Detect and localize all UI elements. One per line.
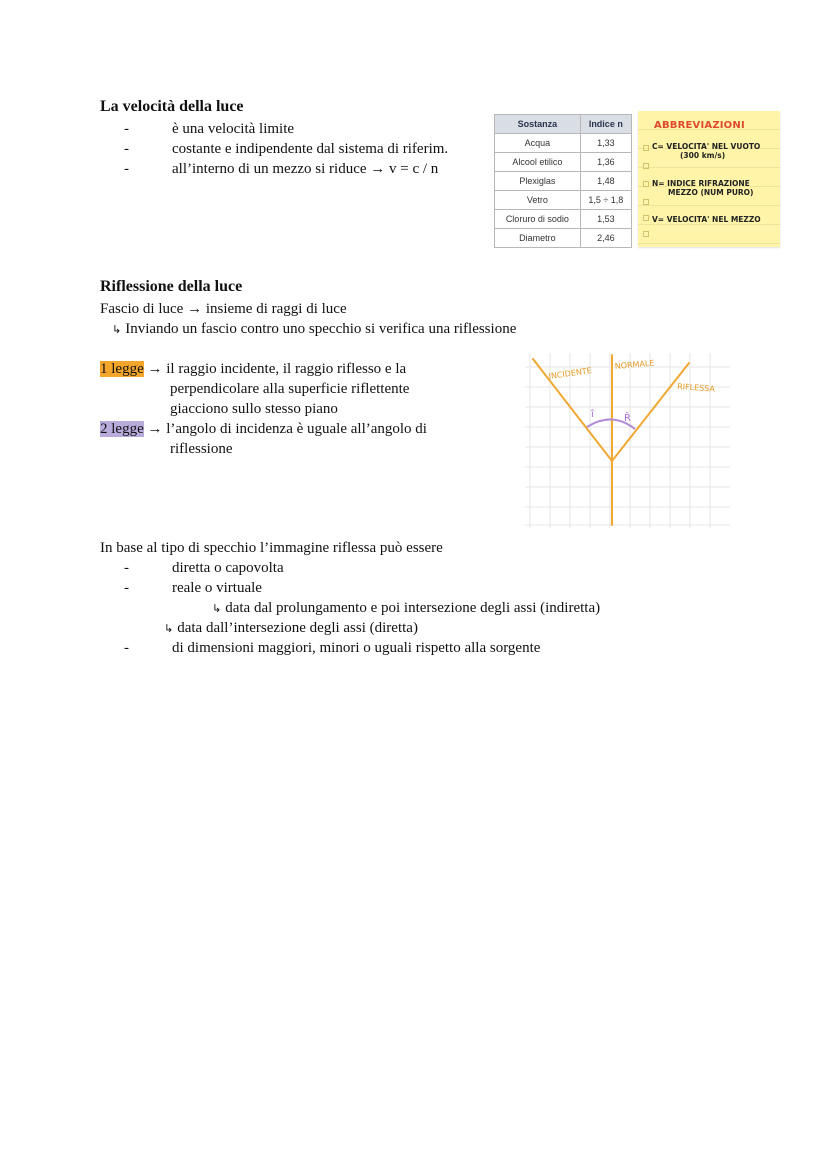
- law-1-line-3: giacciono sullo stesso piano: [170, 401, 338, 417]
- note-line-n: N= INDICE RIFRAZIONE: [652, 179, 750, 188]
- table-cell: 1,33: [580, 134, 631, 153]
- sub-item-text: data dall’intersezione degli assi (diretta): [177, 620, 418, 636]
- table-row: [495, 153, 632, 172]
- note-line-c-value: (300 km/s): [680, 151, 726, 160]
- checkbox-icon: [643, 145, 649, 151]
- table-cell: Alcool etilico: [495, 153, 581, 172]
- bullet-item: - di dimensioni maggiori, minori o uguali rispetto alla sorgente: [124, 640, 541, 656]
- sub-item: [212, 598, 600, 619]
- label-riflessa: RIFLESSA: [676, 382, 716, 394]
- bullet-text: è una velocità limite: [172, 121, 295, 137]
- bullet-text: di dimensioni maggiori, minori o uguali rispetto alla sorgente: [172, 640, 541, 656]
- section-title-riflessione: Riflessione della luce: [100, 278, 243, 295]
- table-header: Indice n: [580, 115, 631, 134]
- paragraph-line: [112, 319, 516, 340]
- sub-arrow-icon: ↳: [212, 602, 222, 615]
- paragraph-text: Inviando un fascio contro uno specchio si verifica una riflessione: [125, 321, 517, 337]
- law-1: [100, 359, 406, 379]
- label-incidente: INCIDENTE: [548, 366, 593, 381]
- table-row: [495, 191, 632, 210]
- sub-arrow-icon: ↳: [164, 622, 174, 635]
- table-cell: Plexiglas: [495, 172, 581, 191]
- bullet-text: diretta o capovolta: [172, 560, 284, 576]
- bullet-text: reale o virtuale: [172, 580, 262, 596]
- table-header: Sostanza: [495, 115, 581, 134]
- table-header-row: [495, 115, 632, 134]
- law-1-text: → il raggio incidente, il raggio riflesso e la: [143, 361, 407, 377]
- checkbox-icon: [643, 199, 649, 205]
- label-normale: NORMALE: [614, 358, 655, 371]
- bullet-text: all’interno di un mezzo si riduce → v = c / n: [172, 161, 439, 177]
- abbreviations-note: [638, 111, 780, 247]
- note-line-c: C= VELOCITA' NEL VUOTO: [652, 142, 761, 151]
- table-cell: Cloruro di sodio: [495, 210, 581, 229]
- table-cell: 1,48: [580, 172, 631, 191]
- note-line-n-detail: MEZZO (NUM PURO): [668, 188, 754, 197]
- section-title-velocita: La velocità della luce: [100, 98, 244, 115]
- table-cell: 1,36: [580, 153, 631, 172]
- angle-incidence-label: î: [591, 409, 594, 420]
- table-cell: 2,46: [580, 229, 631, 248]
- paragraph-line: Fascio di luce → insieme di raggi di luce: [100, 301, 347, 317]
- law-1-tag: 1 legge: [100, 361, 144, 377]
- checkbox-icon: [643, 231, 649, 237]
- sub-arrow-icon: ↳: [112, 323, 122, 336]
- law-2: [100, 419, 427, 439]
- law-2-text: → l’angolo di incidenza è uguale all’angolo di: [143, 421, 427, 437]
- checkbox-icon: [643, 163, 649, 169]
- table-cell: 1,53: [580, 210, 631, 229]
- reflection-diagram: [525, 353, 730, 528]
- table-row: [495, 210, 632, 229]
- sub-item: [164, 618, 418, 639]
- law-2-tag: 2 legge: [100, 421, 144, 437]
- table-cell: Diametro: [495, 229, 581, 248]
- table-row: [495, 134, 632, 153]
- bullet-item: - reale o virtuale: [124, 580, 262, 596]
- checkbox-icon: [643, 181, 649, 187]
- bullet-item: - costante e indipendente dal sistema di riferim.: [124, 141, 449, 157]
- angle-reflection-label: R̂: [624, 413, 631, 424]
- sub-item-text: data dal prolungamento e poi intersezione degli assi (indiretta): [225, 600, 601, 616]
- table-row: [495, 172, 632, 191]
- table-cell: 1,5 ÷ 1,8: [580, 191, 631, 210]
- law-1-line-2: perpendicolare alla superficie riflettente: [170, 381, 410, 397]
- table-cell: Acqua: [495, 134, 581, 153]
- bullet-item: - diretta o capovolta: [124, 560, 284, 576]
- note-line-v: V= VELOCITA' NEL MEZZO: [652, 215, 761, 224]
- paragraph-line: In base al tipo di specchio l’immagine riflessa può essere: [100, 540, 443, 556]
- checkbox-icon: [643, 215, 649, 221]
- bullet-text: costante e indipendente dal sistema di riferim.: [172, 141, 449, 157]
- bullet-item: - all’interno di un mezzo si riduce → v = c / n: [124, 161, 439, 177]
- bullet-item: - è una velocità limite: [124, 121, 295, 137]
- table-cell: Vetro: [495, 191, 581, 210]
- note-title: ABBREVIAZIONI: [654, 120, 745, 131]
- table-row: [495, 229, 632, 248]
- refraction-index-table: [494, 114, 632, 248]
- law-2-line-2: riflessione: [170, 441, 233, 457]
